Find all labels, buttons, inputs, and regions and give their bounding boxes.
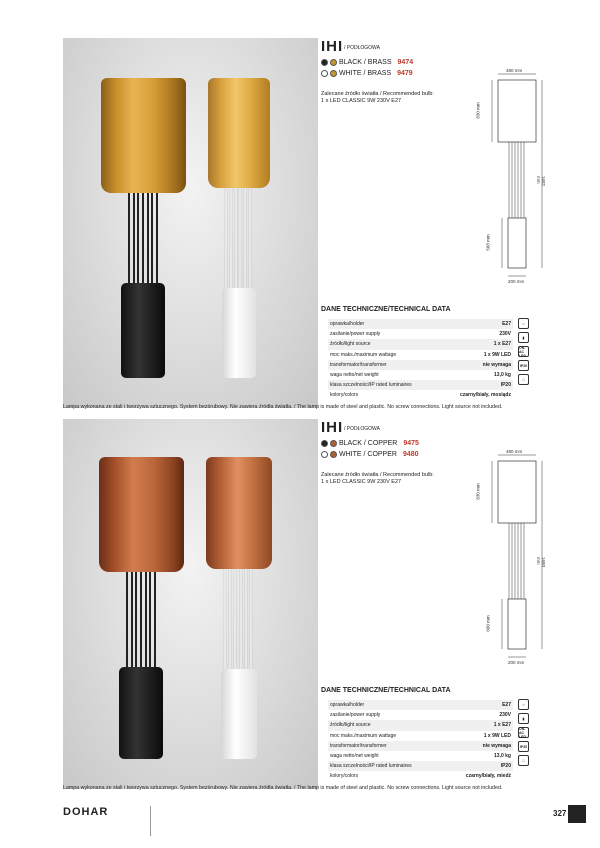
dimension-drawing bbox=[475, 449, 548, 674]
tech-label: waga netto/net weight bbox=[330, 372, 379, 379]
tech-value: czarny/biały, mosiądz bbox=[459, 392, 511, 399]
rods bbox=[128, 193, 158, 283]
table-row bbox=[328, 329, 513, 339]
led-icon: ON-AC LED bbox=[518, 727, 529, 738]
tech-label: moc maks./maximum wattage bbox=[330, 732, 397, 739]
rods bbox=[224, 569, 252, 669]
tech-label: transformator/transformer bbox=[328, 741, 445, 751]
table-row bbox=[328, 360, 513, 370]
recommended-bulb bbox=[321, 91, 451, 105]
tech-value: 13,0 kg bbox=[494, 372, 511, 379]
dim-shade: 830 mm bbox=[475, 483, 481, 500]
variant-label: BLACK / COPPER bbox=[339, 440, 398, 447]
tech-label: kolory/colors bbox=[330, 392, 359, 399]
product-subtitle: / PODŁOGOWA bbox=[344, 426, 380, 432]
tech-label: źródło/light source bbox=[328, 339, 441, 349]
table-row bbox=[328, 380, 513, 390]
table-row bbox=[328, 741, 513, 751]
table-row bbox=[328, 771, 513, 781]
product-subtitle: / PODŁOGOWA bbox=[344, 45, 380, 51]
variant-1 bbox=[321, 440, 419, 447]
brand-logo: DOHAR bbox=[63, 806, 109, 818]
bulb-value: 1 x LED CLASSIC 9W 230V E27 bbox=[321, 98, 402, 104]
tech-label: kolory/colors bbox=[330, 773, 359, 780]
material-note: Lampa wykonana ze stali i tworzywa sztucznego. System bezśrubowy. Nie zawiera źródła światła. / The lamp is made of steel and plastic. No screw connections. Light source not included. bbox=[63, 404, 503, 410]
brass-swatch-icon bbox=[330, 70, 337, 77]
copper-swatch-icon bbox=[330, 440, 337, 447]
variant-label: BLACK / BRASS bbox=[339, 59, 392, 66]
table-row bbox=[328, 339, 513, 349]
ip20-icon: IP20 bbox=[518, 360, 529, 371]
variant-label: WHITE / BRASS bbox=[339, 70, 392, 77]
tech-title: DANE TECHNICZNE/TECHNICAL DATA bbox=[321, 687, 451, 694]
rods bbox=[126, 572, 156, 667]
bulb-value: 1 x LED CLASSIC 9W 230V E27 bbox=[321, 479, 402, 485]
variant-1 bbox=[321, 59, 413, 66]
lamp-white-copper bbox=[206, 457, 272, 757]
page-marker bbox=[568, 805, 586, 823]
dim-width: 480 mm bbox=[506, 449, 523, 454]
tech-value: 1 x E27 bbox=[445, 720, 513, 730]
lamp-white-brass bbox=[208, 78, 270, 378]
tech-label: moc maks./maximum wattage bbox=[330, 351, 397, 358]
variant-2 bbox=[321, 451, 419, 458]
product-title: IHI bbox=[321, 419, 344, 436]
tech-value: E27 bbox=[441, 319, 513, 329]
tech-label: zasilanie/power supply bbox=[330, 712, 381, 719]
dim-base-width: 200 mm bbox=[508, 279, 525, 284]
tech-value: IP20 bbox=[441, 380, 513, 390]
lamp-black-copper bbox=[99, 457, 184, 757]
copper-shade bbox=[206, 457, 272, 569]
tech-label: źródło/light source bbox=[328, 720, 445, 730]
black-base bbox=[121, 283, 165, 378]
dim-base-height: 568 mm bbox=[485, 234, 491, 251]
variant-2 bbox=[321, 70, 413, 77]
tech-value: 1 x 9W LED bbox=[483, 732, 511, 739]
table-row bbox=[328, 761, 513, 771]
white-swatch-icon bbox=[321, 451, 328, 458]
table-row bbox=[328, 319, 513, 329]
black-swatch-icon bbox=[321, 440, 328, 447]
tech-value: IP20 bbox=[445, 761, 513, 771]
product-section-brass bbox=[63, 38, 546, 410]
dim-base-width: 200 mm bbox=[508, 660, 525, 665]
footer-divider bbox=[150, 806, 151, 836]
bulb-icon: ▮ bbox=[518, 713, 529, 724]
recommended-bulb bbox=[321, 472, 451, 486]
tech-value: 230V bbox=[499, 712, 511, 719]
led-icon: ON-AC LED bbox=[518, 346, 529, 357]
brass-shade bbox=[101, 78, 186, 193]
copper-swatch-icon bbox=[330, 451, 337, 458]
variant-code: 9475 bbox=[403, 440, 419, 447]
product-photo bbox=[63, 419, 318, 789]
holder-icon: ⌂ bbox=[518, 699, 529, 710]
bulb-heading: Zalecane źródło światła / Recommended bulb: bbox=[321, 472, 434, 478]
table-row bbox=[328, 350, 513, 360]
page-number: 327 bbox=[553, 809, 567, 818]
tech-value: nie wymaga bbox=[441, 360, 513, 370]
black-swatch-icon bbox=[321, 59, 328, 66]
tech-value: 1 x 9W LED bbox=[483, 351, 511, 358]
table-row bbox=[328, 731, 513, 741]
brass-shade bbox=[208, 78, 270, 188]
tech-label: klasa szczelności/IP rated luminaires bbox=[328, 761, 445, 771]
dim-total: 1682 mm bbox=[536, 176, 546, 187]
tech-value: 1 x E27 bbox=[441, 339, 513, 349]
tech-value: E27 bbox=[445, 700, 513, 710]
tech-label: oprawka/holder bbox=[328, 700, 445, 710]
tech-value: czarny/biały, miedź bbox=[465, 773, 511, 780]
class-icon: □ bbox=[518, 374, 529, 385]
product-section-copper bbox=[63, 419, 546, 791]
lamp-black-brass bbox=[101, 78, 186, 378]
product-photo bbox=[63, 38, 318, 408]
tech-label: zasilanie/power supply bbox=[330, 331, 381, 338]
tech-label: transformator/transformer bbox=[328, 360, 441, 370]
brass-swatch-icon bbox=[330, 59, 337, 66]
tech-table bbox=[328, 700, 513, 782]
dim-width: 480 mm bbox=[506, 68, 523, 73]
rods bbox=[225, 188, 251, 288]
icon-column bbox=[518, 318, 530, 388]
copper-shade bbox=[99, 457, 184, 572]
bulb-heading: Zalecane źródło światła / Recommended bulb: bbox=[321, 91, 434, 97]
table-row bbox=[328, 390, 513, 400]
dim-base-height: 600 mm bbox=[485, 615, 491, 632]
class-icon: □ bbox=[518, 755, 529, 766]
variant-label: WHITE / COPPER bbox=[339, 451, 397, 458]
icon-column bbox=[518, 699, 530, 769]
product-title: IHI bbox=[321, 38, 344, 55]
table-row bbox=[328, 710, 513, 720]
table-row bbox=[328, 700, 513, 710]
tech-value: 13,0 kg bbox=[494, 753, 511, 760]
tech-value: 230V bbox=[499, 331, 511, 338]
variant-code: 9479 bbox=[397, 70, 413, 77]
white-swatch-icon bbox=[321, 70, 328, 77]
tech-table bbox=[328, 319, 513, 401]
variant-code: 9474 bbox=[397, 59, 414, 66]
bulb-icon: ▮ bbox=[518, 332, 529, 343]
tech-title: DANE TECHNICZNE/TECHNICAL DATA bbox=[321, 306, 451, 313]
material-note: Lampa wykonana ze stali i tworzywa sztucznego. System bezśrubowy. Nie zawiera źródła światła. / The lamp is made of steel and plastic. No screw connections. Light source not included. bbox=[63, 785, 503, 791]
dimension-drawing bbox=[475, 68, 548, 293]
black-base bbox=[119, 667, 163, 759]
tech-value: nie wymaga bbox=[445, 741, 513, 751]
table-row bbox=[328, 720, 513, 730]
ip20-icon: IP20 bbox=[518, 741, 529, 752]
tech-label: oprawka/holder bbox=[328, 319, 441, 329]
tech-label: klasa szczelności/IP rated luminaires bbox=[328, 380, 441, 390]
white-base bbox=[222, 288, 256, 378]
table-row bbox=[328, 370, 513, 380]
table-row bbox=[328, 751, 513, 761]
holder-icon: ⌂ bbox=[518, 318, 529, 329]
dim-shade: 830 mm bbox=[475, 102, 481, 119]
tech-label: waga netto/net weight bbox=[330, 753, 379, 760]
white-base bbox=[221, 669, 257, 759]
dim-total: 1680 mm bbox=[536, 557, 546, 568]
variant-code: 9480 bbox=[402, 451, 419, 458]
